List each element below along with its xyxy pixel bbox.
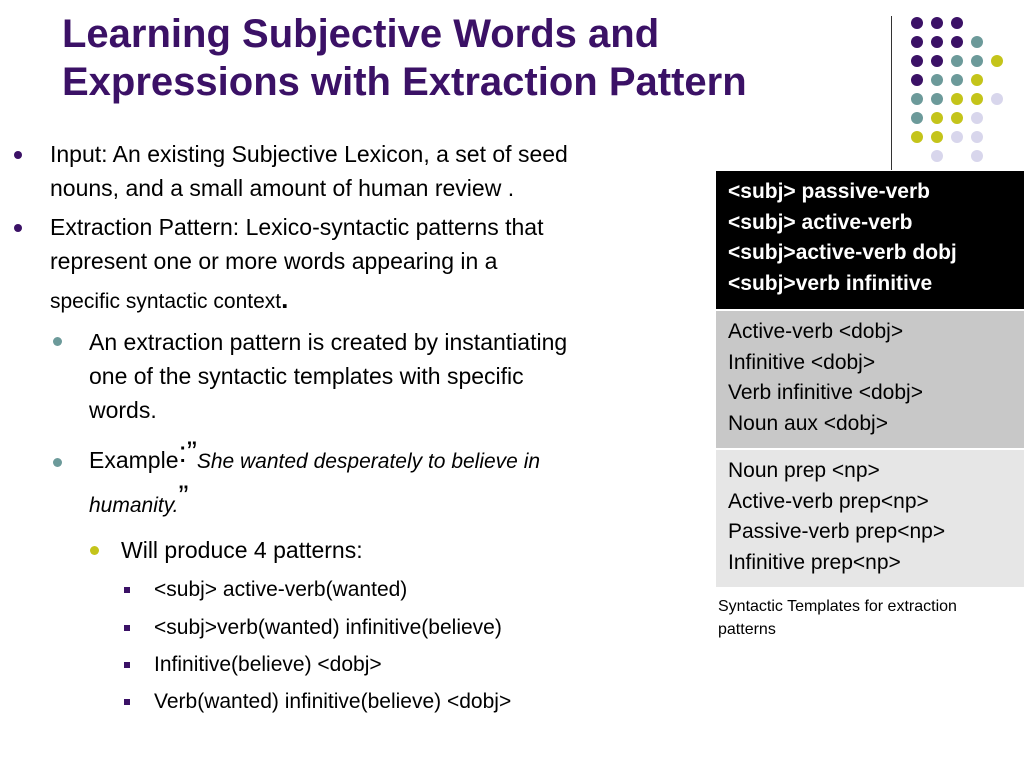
dot <box>991 55 1003 67</box>
template-row: Verb infinitive <dobj> <box>728 381 923 404</box>
table-caption <box>718 595 1018 641</box>
template-row: <subj> active-verb <box>728 210 913 234</box>
pattern-item: <subj>verb(wanted) infinitive(believe) <box>154 616 502 639</box>
bullet-marker <box>124 662 130 668</box>
template-row: Noun aux <dobj> <box>728 411 888 435</box>
bullet-created <box>89 325 699 427</box>
bullet-marker <box>53 458 62 467</box>
template-row: Noun prep <np> <box>728 459 880 482</box>
dot <box>971 55 983 67</box>
example-quote: ” <box>178 480 189 513</box>
bullet-input <box>50 137 700 205</box>
bullet-extraction-pattern <box>50 210 700 319</box>
dot <box>951 36 963 48</box>
example-text: She wanted desperately to believe in <box>196 450 541 473</box>
dot <box>951 131 963 143</box>
dot <box>971 150 983 162</box>
dot <box>971 112 983 124</box>
divider-line <box>891 16 892 170</box>
dot <box>931 17 943 29</box>
dot <box>971 131 983 143</box>
template-row: <subj> passive-verb <box>728 180 930 203</box>
dot <box>931 131 943 143</box>
pattern-item: Infinitive(believe) <dobj> <box>154 653 382 676</box>
bullet-marker <box>124 625 130 631</box>
template-row: <subj>active-verb dobj <box>728 241 957 264</box>
caption-line: patterns <box>718 621 776 638</box>
dot <box>951 17 963 29</box>
caption-line: Syntactic Templates for extraction <box>718 598 957 615</box>
title-line-1: Learning Subjective Words and <box>62 12 660 56</box>
template-row: Passive-verb prep<np> <box>728 520 946 543</box>
dot <box>951 93 963 105</box>
dot <box>971 36 983 48</box>
template-row: Infinitive prep<np> <box>728 550 901 574</box>
dot <box>931 36 943 48</box>
pattern-item: Verb(wanted) infinitive(believe) <dobj> <box>154 690 512 713</box>
dot <box>931 93 943 105</box>
bullet-marker <box>124 699 130 705</box>
dot <box>911 55 923 67</box>
dot <box>931 74 943 86</box>
dot <box>931 112 943 124</box>
bullet-text <box>89 436 699 479</box>
template-row: Infinitive <dobj> <box>728 350 876 374</box>
example-quote: :” <box>178 436 197 469</box>
template-row: Active-verb prep<np> <box>728 489 929 513</box>
dot <box>971 93 983 105</box>
dot <box>911 74 923 86</box>
bullet-marker <box>124 587 130 593</box>
dot <box>951 112 963 124</box>
bullet-produce: Will produce 4 patterns: <box>121 537 363 563</box>
bullet-text: Input: An existing Subjective Lexicon, a set of seed <box>50 141 568 167</box>
bullet-text: words. <box>89 397 157 423</box>
dot <box>911 36 923 48</box>
dot <box>911 131 923 143</box>
example-label: Example <box>89 447 179 473</box>
template-row: <subj>verb infinitive <box>728 271 933 295</box>
bullet-text: one of the syntactic templates with specific <box>89 363 524 389</box>
dot <box>931 55 943 67</box>
bullet-text: An extraction pattern is created by instantiating <box>89 329 568 355</box>
dot <box>951 74 963 86</box>
example-text: humanity. <box>89 494 179 517</box>
bullet-text <box>89 480 699 523</box>
dot <box>971 74 983 86</box>
bullet-text: represent one or more words appearing in a <box>50 248 498 274</box>
bullet-marker <box>14 151 22 159</box>
bullet-text-part: . <box>281 284 289 314</box>
bullet-text-part: specific syntactic context <box>50 290 282 313</box>
dot <box>911 112 923 124</box>
template-row: Active-verb <dobj> <box>728 320 904 343</box>
template-group-np <box>716 450 1024 587</box>
template-group-dobj <box>716 311 1024 448</box>
bullet-text: Extraction Pattern: Lexico-syntactic patterns that <box>50 214 544 240</box>
dot <box>911 93 923 105</box>
title-line-2: Expressions with Extraction Pattern <box>62 60 747 104</box>
pattern-item: <subj> active-verb(wanted) <box>154 578 408 601</box>
dot <box>911 17 923 29</box>
slide-title <box>62 10 862 106</box>
bullet-text <box>50 282 700 319</box>
bullet-marker <box>14 224 22 232</box>
bullet-marker <box>90 546 99 555</box>
bullet-example <box>89 436 699 523</box>
bullet-marker <box>53 337 62 346</box>
template-group-subj <box>716 171 1024 309</box>
dot <box>931 150 943 162</box>
dot <box>991 93 1003 105</box>
bullet-text: nouns, and a small amount of human review . <box>50 175 515 201</box>
dot <box>951 55 963 67</box>
